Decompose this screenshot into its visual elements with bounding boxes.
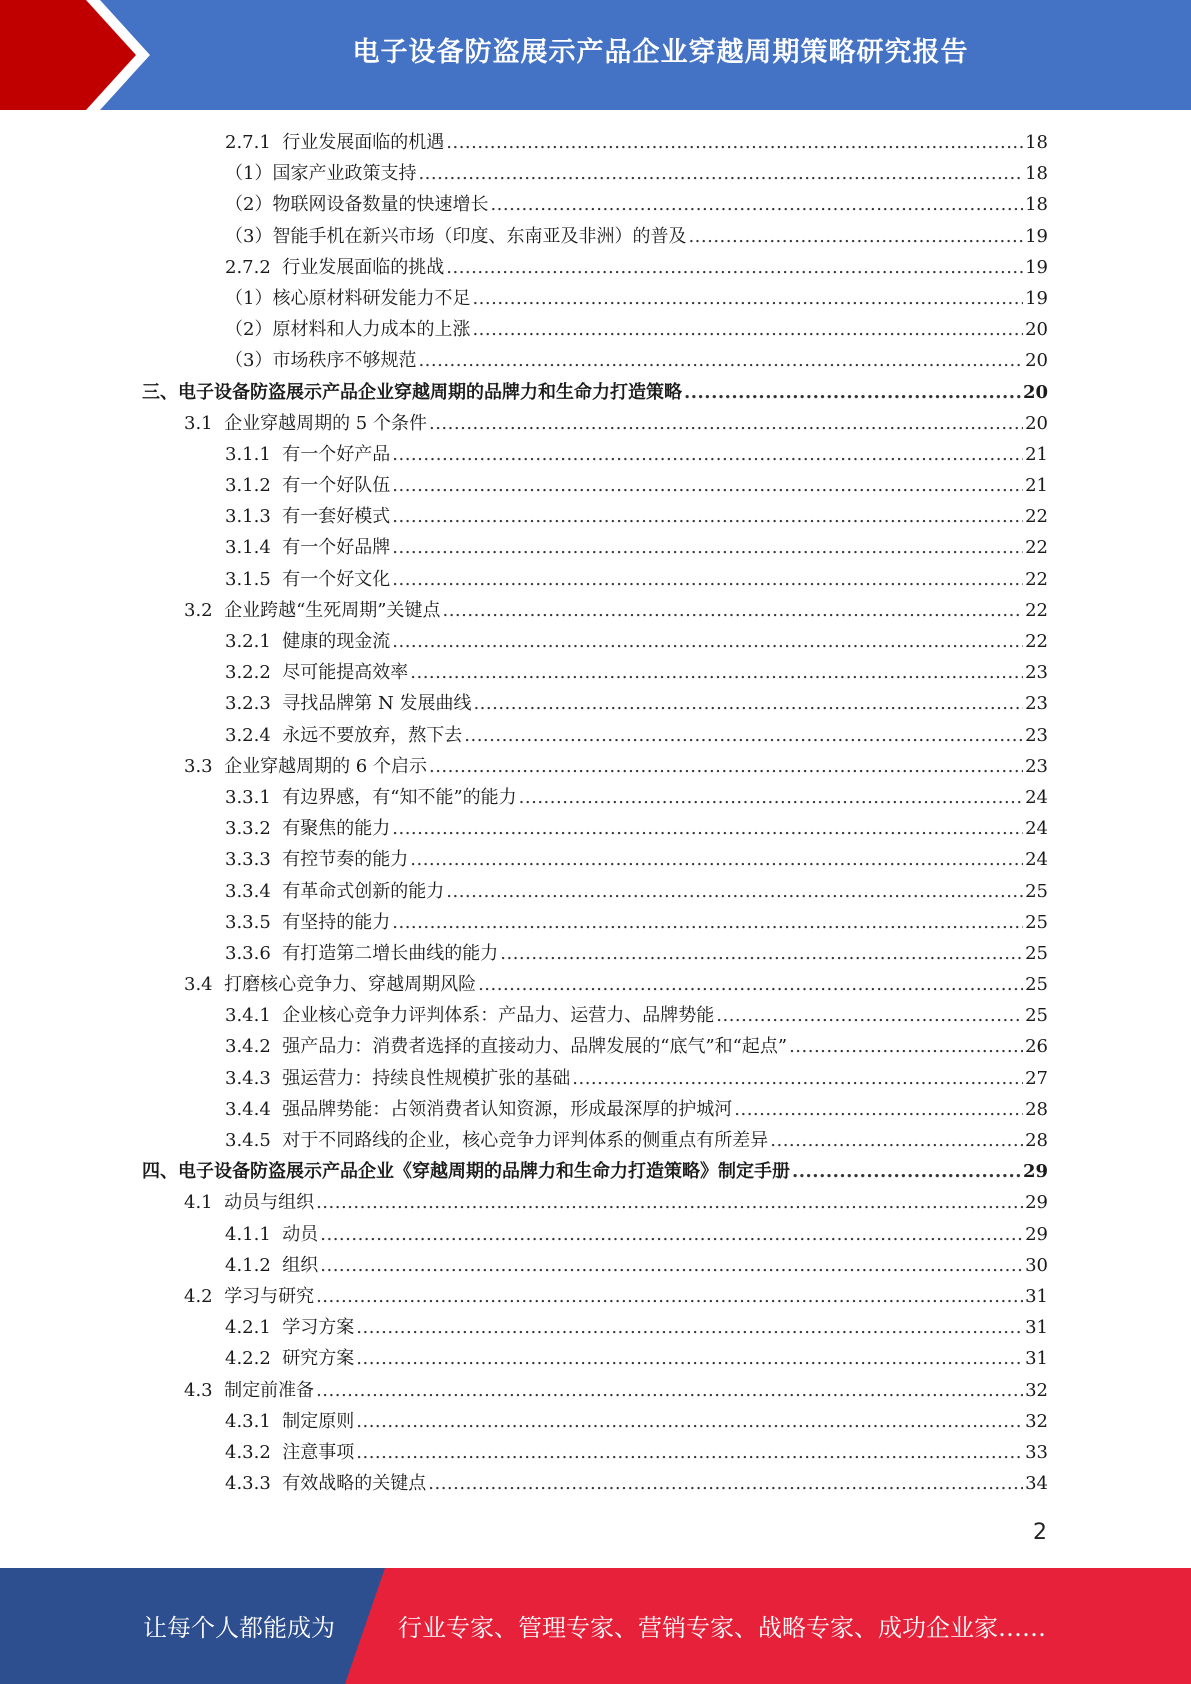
toc-entry-title: 健康的现金流 (282, 631, 391, 652)
toc-dot-leader (446, 127, 1023, 158)
toc-entry-title: 市场秩序不够规范 (272, 350, 417, 372)
toc-entry-title: 寻找品牌第 N 发展曲线 (282, 693, 472, 715)
toc-entry-page: 19 (1025, 287, 1048, 309)
toc-entry-page: 25 (1025, 942, 1048, 964)
toc-dot-leader (429, 751, 1023, 782)
toc-entry-title: 国家产业政策支持 (272, 163, 417, 185)
toc-entry-number: 3.3.4 (225, 880, 283, 902)
toc-entry-page: 32 (1025, 1379, 1048, 1401)
toc-entry-number: 3.4 (184, 974, 225, 996)
toc-entry-title: 电子设备防盗展示产品企业穿越周期的品牌力和生命力打造策略 (178, 381, 682, 403)
toc-entry-number: 3.3.3 (225, 849, 283, 871)
toc-entry-title: 有一个好文化 (282, 568, 391, 590)
toc-dot-leader (316, 1187, 1023, 1218)
toc-dot-leader (490, 189, 1023, 220)
toc-entry-number: 3.2.2 (225, 662, 283, 684)
toc-dot-leader (442, 595, 1023, 626)
toc-entry-page: 21 (1025, 443, 1048, 465)
toc-dot-leader (392, 470, 1023, 501)
toc-entry[interactable] (225, 626, 1048, 657)
toc-entry-page: 33 (1025, 1441, 1048, 1463)
toc-entry-page: 34 (1025, 1473, 1048, 1495)
toc-dot-leader (392, 532, 1023, 563)
page-number: 2 (1033, 1520, 1047, 1545)
toc-entry[interactable] (225, 1312, 1048, 1343)
toc-dot-leader (684, 377, 1021, 408)
toc-entry-title: 有一个好品牌 (282, 537, 391, 559)
toc-entry[interactable] (225, 564, 1048, 595)
toc-entry[interactable] (225, 1219, 1048, 1250)
toc-entry[interactable] (225, 345, 1048, 376)
toc-entry-page: 25 (1025, 880, 1048, 902)
toc-entry[interactable] (225, 1343, 1048, 1374)
toc-dot-leader (688, 221, 1023, 252)
toc-entry-number: 4.2.1 (225, 1317, 283, 1339)
toc-entry[interactable] (225, 1125, 1048, 1156)
toc-dot-leader (792, 1156, 1021, 1187)
toc-entry-title: 组织 (282, 1254, 319, 1276)
toc-entry-number: 3.3 (184, 755, 225, 777)
toc-entry-page: 22 (1025, 599, 1048, 621)
toc-entry-title: 强品牌势能：占领消费者认知资源，形成最深厚的护城河 (282, 1098, 733, 1120)
toc-dot-leader (734, 1094, 1023, 1125)
toc-entry-number: （1） (225, 287, 273, 309)
toc-entry-title: 原材料和人力成本的上涨 (272, 319, 471, 341)
toc-entry-number: 3.4.2 (225, 1036, 283, 1058)
report-title: 电子设备防盗展示产品企业穿越周期策略研究报告 (352, 37, 969, 68)
toc-dot-leader (716, 1000, 1023, 1031)
toc-entry-page: 25 (1025, 911, 1048, 933)
toc-entry-number: 4.1.1 (225, 1223, 283, 1245)
toc-entry-number: （2） (225, 194, 273, 216)
toc-entry[interactable] (225, 283, 1048, 314)
toc-entry[interactable] (184, 408, 1048, 439)
toc-dot-leader (500, 938, 1023, 969)
toc-dot-leader (428, 1468, 1023, 1499)
toc-entry-title: 动员 (282, 1223, 319, 1245)
toc-entry-number: 三、 (142, 381, 178, 403)
toc-entry[interactable] (225, 314, 1048, 345)
toc-dot-leader (316, 1375, 1023, 1406)
toc-entry[interactable] (225, 501, 1048, 532)
toc-dot-leader (410, 844, 1023, 875)
toc-entry-title: 有一个好产品 (282, 443, 391, 465)
toc-entry[interactable] (225, 221, 1048, 252)
toc-entry[interactable] (184, 1375, 1048, 1406)
toc-entry-number: 3.1.2 (225, 475, 283, 497)
toc-entry-title: 核心原材料研发能力不足 (272, 287, 471, 309)
toc-dot-leader (429, 408, 1023, 439)
toc-entry-number: 4.2 (184, 1285, 225, 1307)
toc-dot-leader (392, 564, 1023, 595)
toc-entry-number: 4.1 (184, 1192, 225, 1214)
toc-entry-page: 18 (1025, 194, 1048, 216)
toc-entry-number: 3.1.3 (225, 506, 283, 528)
toc-entry-title: 对于不同路线的企业，核心竞争力评判体系的侧重点有所差异 (282, 1130, 769, 1151)
toc-entry-number: 4.3 (184, 1379, 225, 1401)
footer-slogan: 让每个人都能成为 (143, 1614, 335, 1642)
toc-dot-leader (356, 1343, 1023, 1374)
toc-entry[interactable] (225, 688, 1048, 719)
toc-dot-leader (478, 969, 1023, 1000)
toc-entry-number: 3.1.1 (225, 443, 283, 465)
toc-entry-number: 3.1.4 (225, 537, 283, 559)
toc-entry-title: 有边界感，有“知不能”的能力 (282, 786, 517, 808)
toc-entry-title: 企业穿越周期的 6 个启示 (224, 755, 427, 777)
toc-entry-title: 有革命式创新的能力 (282, 880, 445, 902)
toc-entry-number: 3.2.3 (225, 693, 283, 715)
toc-dot-leader (410, 657, 1023, 688)
toc-entry-number: 4.3.1 (225, 1410, 283, 1432)
toc-dot-leader (446, 252, 1023, 283)
toc-entry-number: 2.7.1 (225, 132, 283, 153)
toc-entry-title: 有一个好队伍 (282, 475, 391, 497)
toc-entry-page: 20 (1025, 319, 1048, 341)
toc-dot-leader (356, 1312, 1023, 1343)
toc-entry-number: 四、 (142, 1161, 178, 1183)
toc-entry[interactable] (225, 720, 1048, 751)
toc-dot-leader (392, 626, 1023, 657)
toc-entry-page: 24 (1025, 849, 1048, 871)
toc-entry-number: 3.1.5 (225, 568, 283, 590)
footer-roles: 行业专家、管理专家、营销专家、战略专家、成功企业家…… (398, 1614, 1046, 1642)
toc-entry-page: 25 (1025, 1005, 1048, 1027)
toc-dot-leader (446, 876, 1023, 907)
toc-dot-leader (392, 907, 1023, 938)
toc-entry[interactable] (225, 1437, 1048, 1468)
toc-entry[interactable] (184, 751, 1048, 782)
toc-dot-leader (789, 1031, 1023, 1062)
toc-entry-number: （3） (225, 350, 273, 372)
toc-entry[interactable] (142, 1156, 1048, 1187)
toc-entry-title: 打磨核心竞争力、穿越周期风险 (224, 974, 477, 996)
toc-entry[interactable] (225, 876, 1048, 907)
toc-entry[interactable] (225, 127, 1048, 158)
toc-entry-number: （3） (225, 225, 273, 247)
toc-entry[interactable] (225, 1063, 1048, 1094)
toc-entry-page: 27 (1025, 1067, 1048, 1089)
toc-entry-page: 28 (1025, 1098, 1048, 1120)
toc-entry[interactable] (225, 1468, 1048, 1499)
toc-entry-page: 19 (1025, 256, 1048, 278)
toc-entry-number: （2） (225, 319, 273, 341)
toc-entry-title: 企业跨越“生死周期”关键点 (224, 599, 441, 621)
toc-entry-page: 24 (1025, 818, 1048, 840)
toc-entry-title: 行业发展面临的机遇 (282, 132, 445, 153)
toc-entry[interactable] (225, 657, 1048, 688)
toc-entry-page: 18 (1025, 163, 1048, 185)
toc-entry[interactable] (184, 1187, 1048, 1218)
toc-entry-page: 18 (1025, 132, 1048, 153)
toc-entry-number: 4.2.2 (225, 1348, 283, 1370)
toc-entry[interactable] (225, 158, 1048, 189)
toc-dot-leader (572, 1063, 1023, 1094)
toc-dot-leader (464, 720, 1023, 751)
toc-entry-page: 20 (1022, 381, 1048, 403)
toc-entry-title: 电子设备防盗展示产品企业《穿越周期的品牌力和生命力打造策略》制定手册 (178, 1161, 790, 1183)
toc-entry-page: 25 (1025, 974, 1048, 996)
toc-entry-title: 有一套好模式 (282, 506, 391, 528)
toc-entry[interactable] (225, 1250, 1048, 1281)
toc-entry-title: 制定原则 (282, 1410, 355, 1432)
toc-entry-title: 注意事项 (282, 1441, 355, 1463)
toc-entry-title: 有控节奏的能力 (282, 849, 409, 871)
toc-entry-number: 3.2.4 (225, 724, 283, 746)
toc-entry[interactable] (184, 1281, 1048, 1312)
toc-dot-leader (418, 345, 1023, 376)
toc-entry[interactable] (225, 907, 1048, 938)
toc-entry-title: 学习方案 (282, 1317, 355, 1339)
toc-entry-page: 29 (1025, 1223, 1048, 1245)
toc-entry-page: 24 (1025, 786, 1048, 808)
toc-entry-page: 23 (1025, 693, 1048, 715)
toc-entry-number: 3.2 (184, 599, 225, 621)
toc-entry-number: 4.3.3 (225, 1473, 283, 1495)
toc-entry-number: 3.4.5 (225, 1130, 283, 1151)
toc-entry-number: 3.1 (184, 412, 225, 434)
toc-entry-title: 有坚持的能力 (282, 911, 391, 933)
header-band (0, 0, 1191, 110)
toc-entry[interactable] (184, 969, 1048, 1000)
toc-entry-title: 强运营力：持续良性规模扩张的基础 (282, 1067, 571, 1089)
toc-entry[interactable] (225, 532, 1048, 563)
toc-entry-page: 31 (1025, 1285, 1048, 1307)
toc-entry-number: 3.3.6 (225, 942, 283, 964)
toc-entry-title: 动员与组织 (224, 1192, 315, 1214)
toc-entry-page: 26 (1025, 1036, 1048, 1058)
toc-entry-page: 21 (1025, 475, 1048, 497)
toc-entry-page: 30 (1025, 1254, 1048, 1276)
toc-entry-page: 20 (1025, 412, 1048, 434)
toc-entry-title: 制定前准备 (224, 1379, 315, 1401)
toc-entry-page: 19 (1025, 225, 1048, 247)
toc-dot-leader (356, 1437, 1023, 1468)
toc-entry-title: 企业穿越周期的 5 个条件 (224, 412, 427, 434)
toc-entry-number: 3.3.2 (225, 818, 283, 840)
toc-entry-page: 20 (1025, 350, 1048, 372)
toc-entry[interactable] (184, 595, 1048, 626)
toc-entry-title: 物联网设备数量的快速增长 (272, 194, 489, 216)
toc-entry-title: 有聚焦的能力 (282, 818, 391, 840)
toc-entry-title: 智能手机在新兴市场（印度、东南亚及非洲）的普及 (272, 225, 687, 247)
toc-entry-page: 22 (1025, 631, 1048, 652)
toc-dot-leader (316, 1281, 1023, 1312)
toc-dot-leader (770, 1125, 1023, 1156)
toc-dot-leader (320, 1250, 1023, 1281)
toc-entry[interactable] (225, 1406, 1048, 1437)
toc-entry-number: 4.3.2 (225, 1441, 283, 1463)
toc-entry[interactable] (142, 377, 1048, 408)
header-chevron-decoration (0, 0, 160, 110)
toc-dot-leader (519, 782, 1023, 813)
toc-entry-page: 23 (1025, 662, 1048, 684)
toc-entry-page: 22 (1025, 506, 1048, 528)
toc-entry-page: 28 (1025, 1130, 1048, 1151)
toc-entry-page: 32 (1025, 1410, 1048, 1432)
toc-entry-title: 尽可能提高效率 (282, 662, 409, 684)
toc-entry-number: 2.7.2 (225, 256, 283, 278)
toc-entry-page: 29 (1025, 1192, 1048, 1214)
toc-dot-leader (472, 314, 1023, 345)
toc-entry-number: 3.4.3 (225, 1067, 283, 1089)
toc-dot-leader (392, 501, 1023, 532)
toc-entry[interactable] (225, 782, 1048, 813)
toc-dot-leader (473, 688, 1023, 719)
toc-dot-leader (392, 813, 1023, 844)
toc-entry-page: 29 (1022, 1161, 1048, 1183)
toc-dot-leader (418, 158, 1023, 189)
toc-entry-number: 3.3.5 (225, 911, 283, 933)
toc-entry-number: 3.2.1 (225, 631, 283, 652)
toc-dot-leader (320, 1219, 1023, 1250)
footer-band (0, 1568, 1191, 1684)
toc-entry[interactable] (225, 1000, 1048, 1031)
toc-entry-number: 3.4.1 (225, 1005, 283, 1027)
toc-entry-number: 4.1.2 (225, 1254, 283, 1276)
toc-entry[interactable] (225, 844, 1048, 875)
toc-entry-title: 强产品力：消费者选择的直接动力、品牌发展的“底气”和“起点” (282, 1036, 788, 1058)
table-of-contents (0, 127, 1191, 1499)
toc-entry-number: 3.4.4 (225, 1098, 283, 1120)
toc-entry[interactable] (225, 189, 1048, 220)
toc-entry-page: 31 (1025, 1317, 1048, 1339)
toc-entry-page: 23 (1025, 755, 1048, 777)
toc-entry-title: 企业核心竞争力评判体系：产品力、运营力、品牌势能 (282, 1005, 715, 1027)
toc-entry[interactable] (225, 1094, 1048, 1125)
toc-entry[interactable] (225, 938, 1048, 969)
toc-entry-page: 22 (1025, 568, 1048, 590)
toc-entry-title: 有效战略的关键点 (282, 1473, 427, 1495)
toc-entry-page: 23 (1025, 724, 1048, 746)
toc-entry-title: 研究方案 (282, 1348, 355, 1370)
toc-entry[interactable] (225, 470, 1048, 501)
toc-entry-number: （1） (225, 163, 273, 185)
toc-entry-title: 永远不要放弃，熬下去 (282, 724, 463, 746)
toc-entry[interactable] (225, 1031, 1048, 1062)
toc-entry-page: 22 (1025, 537, 1048, 559)
toc-entry-title: 有打造第二增长曲线的能力 (282, 942, 499, 964)
toc-entry-title: 行业发展面临的挑战 (282, 256, 445, 278)
toc-dot-leader (356, 1406, 1023, 1437)
toc-dot-leader (392, 439, 1023, 470)
toc-entry-number: 3.3.1 (225, 786, 283, 808)
toc-entry[interactable] (225, 252, 1048, 283)
toc-entry[interactable] (225, 439, 1048, 470)
toc-dot-leader (472, 283, 1023, 314)
toc-entry-title: 学习与研究 (224, 1285, 315, 1307)
toc-entry[interactable] (225, 813, 1048, 844)
toc-entry-page: 31 (1025, 1348, 1048, 1370)
